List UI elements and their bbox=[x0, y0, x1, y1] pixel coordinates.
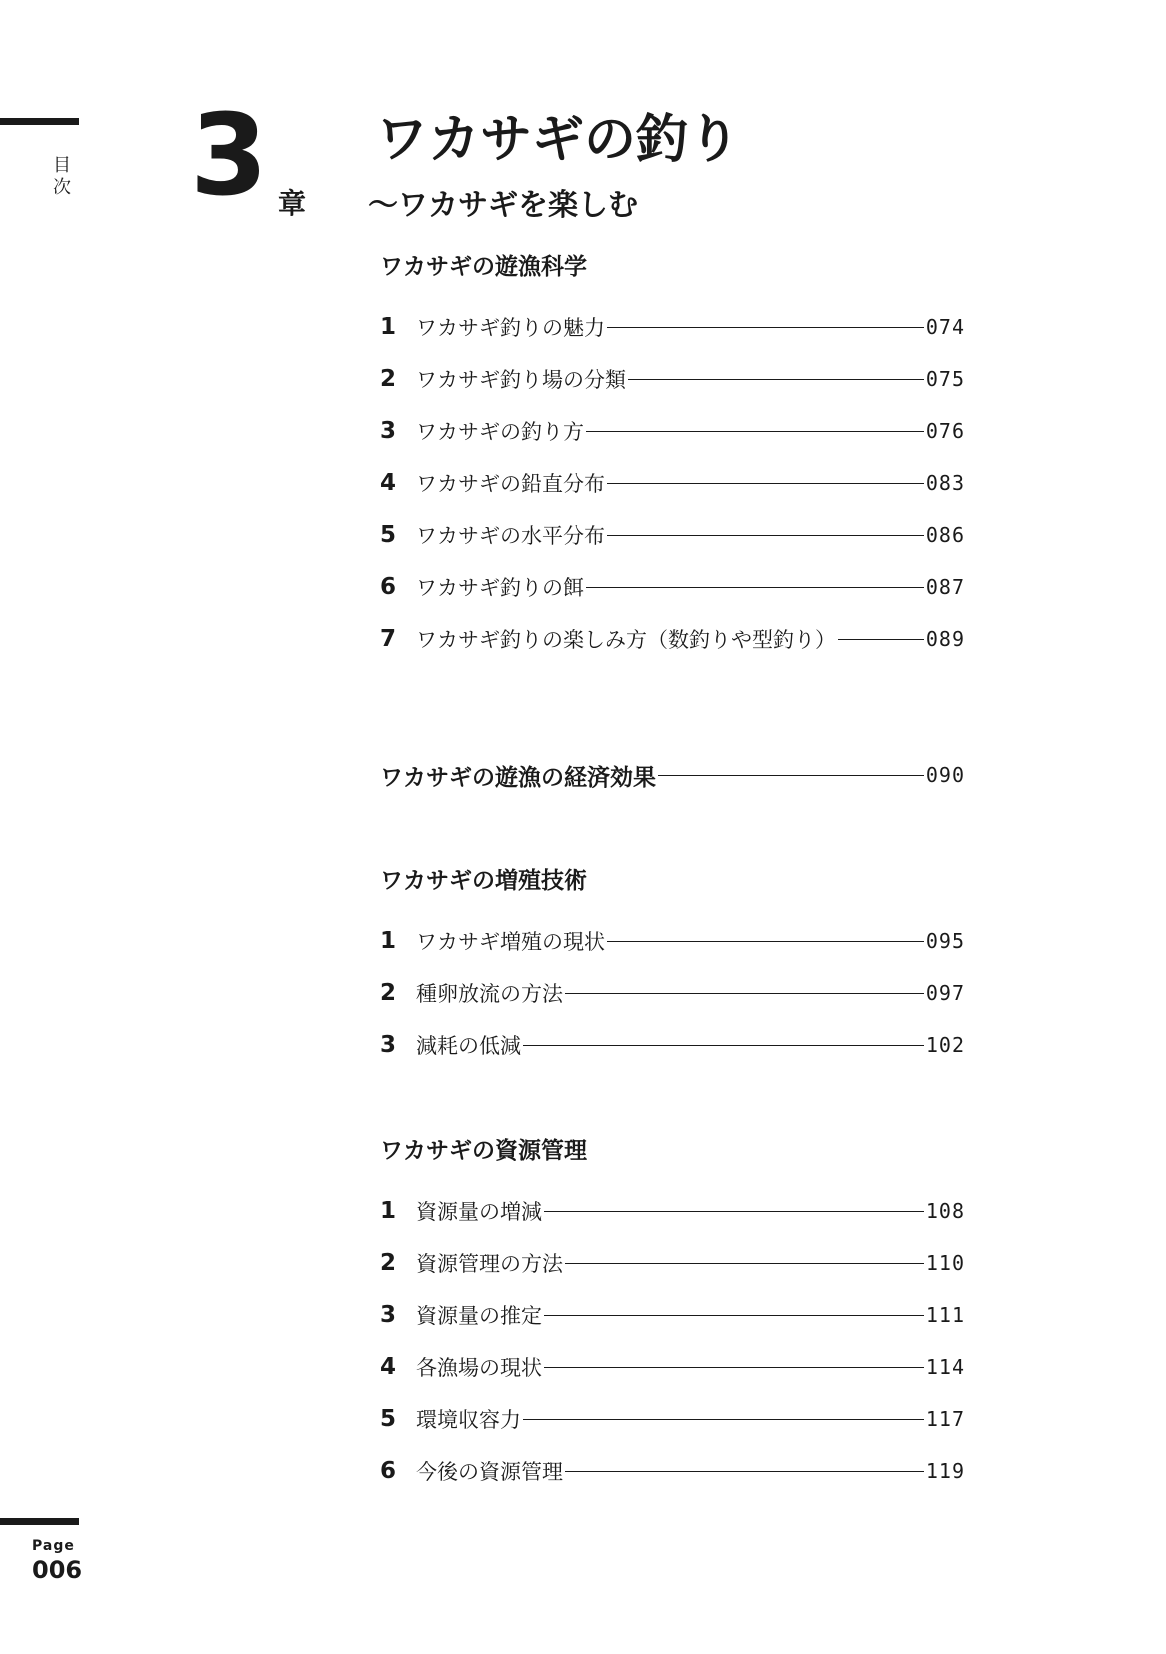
entry-label: ワカサギ増殖の現状 bbox=[416, 930, 605, 954]
toc-entries-3 bbox=[380, 926, 965, 1060]
leader-line bbox=[565, 993, 924, 994]
leader-line bbox=[658, 775, 924, 776]
entry-number: 6 bbox=[380, 574, 397, 600]
leader-line bbox=[544, 1367, 924, 1368]
entry-label: 種卵放流の方法 bbox=[416, 982, 563, 1006]
entry-label: ワカサギ釣りの楽しみ方（数釣りや型釣り） bbox=[416, 628, 836, 652]
leader-line bbox=[607, 483, 924, 484]
entry-page: 114 bbox=[925, 1355, 965, 1379]
entry-label: ワカサギの水平分布 bbox=[416, 524, 605, 548]
entry-label: 資源量の推定 bbox=[416, 1304, 542, 1328]
toc-side-label: 目次 bbox=[53, 155, 71, 198]
toc-entry[interactable] bbox=[380, 1456, 965, 1486]
entry-number: 4 bbox=[380, 470, 397, 496]
chapter-subtitle: 〜ワカサギを楽しむ bbox=[368, 188, 638, 223]
toc-section-1 bbox=[380, 252, 965, 282]
leader-line bbox=[586, 431, 924, 432]
leader-line bbox=[607, 535, 924, 536]
toc-entry[interactable] bbox=[380, 1196, 965, 1226]
toc-entries-1 bbox=[380, 312, 965, 654]
chapter-number: 3 bbox=[190, 91, 266, 221]
entry-page: 086 bbox=[925, 523, 965, 547]
entry-number: 5 bbox=[380, 522, 397, 548]
entry-number: 1 bbox=[380, 314, 397, 340]
entry-page: 117 bbox=[925, 1407, 965, 1431]
entry-page: 076 bbox=[925, 419, 965, 443]
toc-section-entry[interactable] bbox=[380, 760, 965, 790]
entry-page: 102 bbox=[925, 1033, 965, 1057]
toc-entry[interactable] bbox=[380, 312, 965, 342]
entry-page: 119 bbox=[925, 1459, 965, 1483]
entry-number: 5 bbox=[380, 1406, 397, 1432]
entry-page: 087 bbox=[925, 575, 965, 599]
entry-label: ワカサギの鉛直分布 bbox=[416, 472, 605, 496]
entry-label: 今後の資源管理 bbox=[416, 1460, 563, 1484]
toc-entry[interactable] bbox=[380, 364, 965, 394]
chapter-suffix: 章 bbox=[278, 187, 307, 220]
entry-number: 7 bbox=[380, 626, 397, 652]
side-bar-bottom bbox=[0, 1518, 79, 1525]
toc-entry[interactable] bbox=[380, 624, 965, 654]
entry-label: ワカサギの釣り方 bbox=[416, 420, 584, 444]
leader-line bbox=[523, 1419, 924, 1420]
leader-line bbox=[628, 379, 924, 380]
entry-page: 075 bbox=[925, 367, 965, 391]
entry-number: 3 bbox=[380, 1032, 397, 1058]
entry-page: 111 bbox=[925, 1303, 965, 1327]
toc-entry[interactable] bbox=[380, 1300, 965, 1330]
toc-entry[interactable] bbox=[380, 1404, 965, 1434]
entry-number: 2 bbox=[380, 980, 397, 1006]
entry-page: 097 bbox=[925, 981, 965, 1005]
chapter-title: ワカサギの釣り bbox=[376, 110, 741, 170]
entry-number: 3 bbox=[380, 418, 397, 444]
leader-line bbox=[586, 587, 924, 588]
entry-label: ワカサギ釣りの魅力 bbox=[416, 316, 605, 340]
toc-section-4 bbox=[380, 1136, 965, 1166]
entry-page: 108 bbox=[925, 1199, 965, 1223]
entry-number: 1 bbox=[380, 1198, 397, 1224]
entry-number: 1 bbox=[380, 928, 397, 954]
toc-entry[interactable] bbox=[380, 520, 965, 550]
toc-entry[interactable] bbox=[380, 468, 965, 498]
toc-entry[interactable] bbox=[380, 572, 965, 602]
entry-page: 095 bbox=[925, 929, 965, 953]
entry-page: 110 bbox=[925, 1251, 965, 1275]
entry-number: 2 bbox=[380, 1250, 397, 1276]
toc-entry[interactable] bbox=[380, 1352, 965, 1382]
entry-label: ワカサギ釣り場の分類 bbox=[416, 368, 626, 392]
entry-page: 090 bbox=[925, 763, 965, 787]
leader-line bbox=[565, 1263, 924, 1264]
leader-line bbox=[544, 1315, 924, 1316]
entry-label: ワカサギ釣りの餌 bbox=[416, 576, 584, 600]
leader-line bbox=[523, 1045, 924, 1046]
entry-page: 074 bbox=[925, 315, 965, 339]
section-title: ワカサギの資源管理 bbox=[380, 1138, 587, 1164]
toc-entries-4 bbox=[380, 1196, 965, 1486]
leader-line bbox=[565, 1471, 924, 1472]
toc-entry[interactable] bbox=[380, 416, 965, 446]
leader-line bbox=[607, 327, 924, 328]
side-bar-top bbox=[0, 118, 79, 125]
toc-entry[interactable] bbox=[380, 1248, 965, 1278]
entry-number: 6 bbox=[380, 1458, 397, 1484]
entry-page: 089 bbox=[925, 627, 965, 651]
page-number: 006 bbox=[32, 1556, 83, 1584]
toc-section-2 bbox=[380, 760, 965, 790]
section-title: ワカサギの遊漁科学 bbox=[380, 254, 587, 280]
section-title: ワカサギの遊漁の経済効果 bbox=[380, 764, 656, 791]
entry-label: 減耗の低減 bbox=[416, 1034, 521, 1058]
section-title: ワカサギの増殖技術 bbox=[380, 868, 587, 894]
toc-entry[interactable] bbox=[380, 978, 965, 1008]
entry-number: 3 bbox=[380, 1302, 397, 1328]
toc-entry[interactable] bbox=[380, 926, 965, 956]
toc-section-3 bbox=[380, 866, 965, 896]
entry-label: 環境収容力 bbox=[416, 1408, 521, 1432]
entry-number: 4 bbox=[380, 1354, 397, 1380]
leader-line bbox=[544, 1211, 924, 1212]
entry-page: 083 bbox=[925, 471, 965, 495]
page-word: Page bbox=[32, 1538, 75, 1554]
entry-label: 資源量の増減 bbox=[416, 1200, 542, 1224]
leader-line bbox=[838, 639, 924, 640]
entry-label: 資源管理の方法 bbox=[416, 1252, 563, 1276]
toc-entry[interactable] bbox=[380, 1030, 965, 1060]
entry-label: 各漁場の現状 bbox=[416, 1356, 542, 1380]
entry-number: 2 bbox=[380, 366, 397, 392]
leader-line bbox=[607, 941, 924, 942]
